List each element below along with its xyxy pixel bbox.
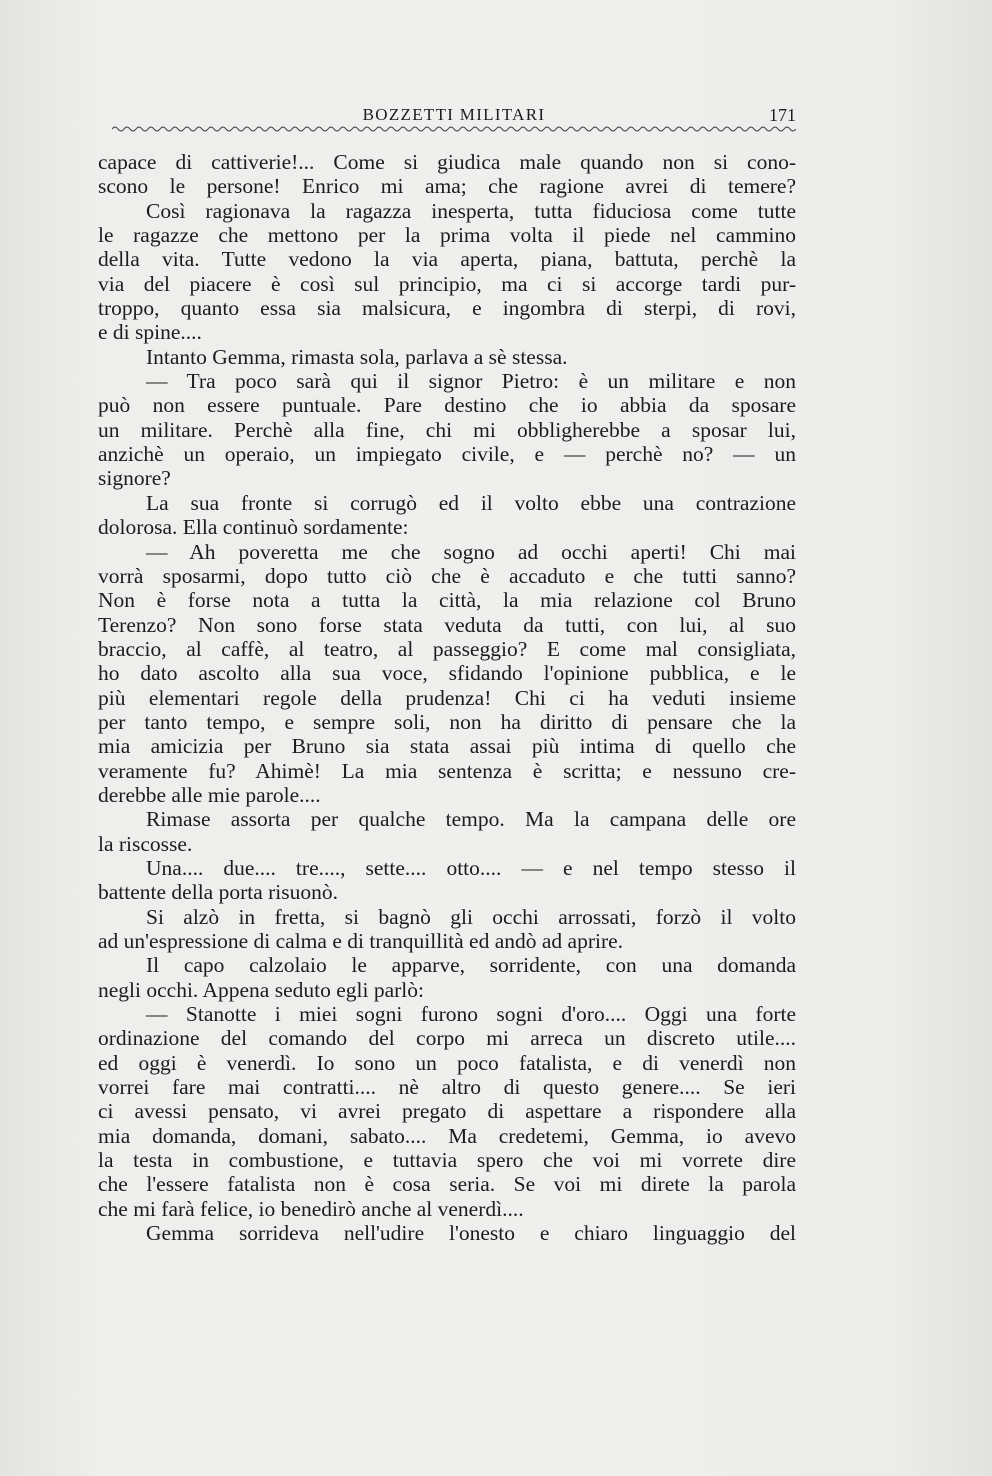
text-line: Non è forse nota a tutta la città, la mia relazione col Bruno (98, 588, 796, 613)
text-line: Una.... due.... tre...., sette.... otto.... — e nel tempo stesso il (146, 855, 796, 880)
text-line: battente della porta risuonò. (98, 880, 339, 905)
text-line: Si alzò in fretta, si bagnò gli occhi arrossati, forzò il volto (146, 904, 796, 929)
text-line: per tanto tempo, e sempre soli, non ha diritto di pensare che la (98, 709, 796, 734)
text-line: Rimase assorta per qualche tempo. Ma la campana delle ore (146, 807, 796, 832)
running-title: BOZZETTI MILITARI (362, 105, 546, 124)
text-line: via del piacere è così sul principio, ma ci si accorge tardi pur- (98, 271, 796, 296)
text-line: mia domanda, domani, sabato.... Ma credetemi, Gemma, io avevo (98, 1123, 796, 1148)
text-line: Gemma sorrideva nell'udire l'onesto e chiaro linguaggio del (146, 1221, 796, 1246)
text-line: Intanto Gemma, rimasta sola, parlava a sè stessa. (146, 344, 568, 369)
text-line: ad un'espressione di calma e di tranquillità ed andò ad aprire. (98, 929, 624, 953)
text-line: che l'essere fatalista non è cosa seria. Se voi mi direte la parola (98, 1172, 796, 1197)
text-line: le ragazze che mettono per la prima volta il piede nel cammino (98, 223, 796, 248)
text-line: troppo, quanto essa sia malsicura, e ingombra di sterpi, di rovi, (98, 296, 796, 321)
text-line: un militare. Perchè alla fine, chi mi obbligherebbe a sposar lui, (98, 417, 796, 442)
text-line: capace di cattiverie!... Come si giudica male quando non si cono- (98, 150, 796, 174)
text-line: ho dato ascolto alla sua voce, sfidando l'opinione pubblica, e le (98, 661, 796, 686)
text-line: e di spine.... (98, 320, 202, 345)
text-line: negli occhi. Appena seduto egli parlò: (98, 977, 424, 1002)
text-line: derebbe alle mie parole.... (98, 782, 321, 807)
text-line: Terenzo? Non sono forse stata veduta da tutti, con lui, al suo (98, 612, 796, 637)
text-line: Il capo calzolaio le apparve, sorridente, con una domanda (146, 953, 796, 978)
text-line: veramente fu? Ahimè! La mia sentenza è scritta; e nessuno cre- (98, 758, 796, 783)
text-line: mia amicizia per Bruno sia stata assai più intima di quello che (98, 734, 796, 759)
body-text (98, 150, 796, 1245)
text-line: che mi farà felice, io benedirò anche al venerdì.... (98, 1196, 524, 1221)
text-line: vorrei fare mai contratti.... nè altro di questo genere.... Se ieri (98, 1075, 796, 1100)
page-number: 171 (769, 105, 796, 125)
text-line: ordinazione del comando del corpo mi arreca un discreto utile.... (98, 1026, 796, 1051)
text-line: La sua fronte si corrugò ed il volto ebbe una contrazione (146, 490, 796, 515)
text-line: — Tra poco sarà qui il signor Pietro: è un militare e non (146, 369, 796, 394)
wavy-header-rule (112, 124, 796, 134)
text-line: dolorosa. Ella continuò sordamente: (98, 515, 409, 540)
text-line: la riscosse. (98, 831, 193, 856)
text-line: la testa in combustione, e tuttavia spero che voi mi vorrete dire (98, 1148, 796, 1173)
text-line: signore? (98, 466, 171, 491)
text-line: vorrà sposarmi, dopo tutto ciò che è accaduto e che tutti sanno? (98, 563, 796, 588)
text-line: della vita. Tutte vedono la via aperta, piana, battuta, perchè la (98, 247, 796, 272)
text-line: Così ragionava la ragazza inesperta, tutta fiduciosa come tutte (146, 198, 796, 223)
text-line: più elementari regole della prudenza! Chi ci ha veduti insieme (98, 685, 796, 710)
text-line: ci avessi pensato, vi avrei pregato di aspettare a rispondere alla (98, 1099, 796, 1124)
text-line: braccio, al caffè, al teatro, al passeggio? E come mal consigliata, (98, 636, 796, 661)
text-line: ed oggi è venerdì. Io sono un poco fatalista, e di venerdì non (98, 1050, 796, 1075)
text-line: — Ah poveretta me che sogno ad occhi aperti! Chi mai (146, 539, 796, 564)
text-line: — Stanotte i miei sogni furono sogni d'oro.... Oggi una forte (146, 1002, 796, 1027)
text-line: scono le persone! Enrico mi ama; che ragione avrei di temere? (98, 174, 796, 199)
text-line: anzichè un operaio, un impiegato civile, e — perchè no? — un (98, 442, 796, 467)
text-line: può non essere puntuale. Pare destino che io abbia da sposare (98, 393, 796, 418)
